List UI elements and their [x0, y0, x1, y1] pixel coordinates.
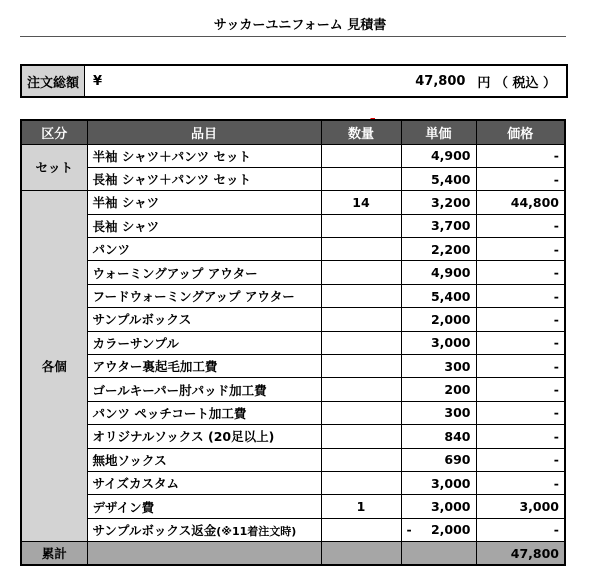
header-price: 価格	[476, 120, 565, 144]
table-row	[21, 495, 565, 518]
item-cell: デザイン費	[87, 495, 321, 518]
price-cell: 44,800	[476, 191, 565, 214]
table-row	[21, 448, 565, 471]
qty-cell	[321, 214, 401, 237]
unit-price-cell: 2,000	[401, 308, 476, 331]
price-cell: -	[476, 238, 565, 261]
qty-cell	[321, 284, 401, 307]
header-unit-price: 単価	[401, 120, 476, 144]
unit-price-cell: 3,000	[401, 495, 476, 518]
table-row	[21, 518, 565, 541]
header-quantity: 数量	[321, 120, 401, 144]
table-row	[21, 308, 565, 331]
minus-sign: -	[406, 522, 412, 538]
header-item: 品目	[87, 120, 321, 144]
price-cell: -	[476, 144, 565, 167]
qty-cell	[321, 144, 401, 167]
unit-price-cell: 300	[401, 401, 476, 424]
table-row	[21, 238, 565, 261]
item-cell: フードウォーミングアップ アウター	[87, 284, 321, 307]
table-row	[21, 355, 565, 378]
unit-price-cell: 300	[401, 355, 476, 378]
table-row	[21, 214, 565, 237]
table-row	[21, 167, 565, 190]
item-cell: ウォーミングアップ アウター	[87, 261, 321, 284]
footer-empty-cell	[401, 542, 476, 565]
qty-cell	[321, 308, 401, 331]
table-row	[21, 471, 565, 494]
qty-cell	[321, 261, 401, 284]
unit-price-cell: 4,900	[401, 261, 476, 284]
header-category: 区分	[21, 120, 87, 144]
price-cell: -	[476, 425, 565, 448]
qty-cell	[321, 331, 401, 354]
currency-symbol: ¥	[93, 73, 103, 89]
price-cell: -	[476, 378, 565, 401]
title-underline	[20, 36, 566, 37]
unit-price-cell: 200	[401, 378, 476, 401]
price-cell: -	[476, 167, 565, 190]
table-row	[21, 331, 565, 354]
order-total-value	[173, 66, 566, 96]
price-cell: -	[476, 261, 565, 284]
category-set: セット	[21, 144, 87, 191]
category-each: 各個	[21, 191, 87, 542]
price-cell: -	[476, 355, 565, 378]
qty-cell	[321, 167, 401, 190]
page-title: サッカーユニフォーム 見積書	[213, 18, 387, 33]
item-cell: サイズカスタム	[87, 471, 321, 494]
price-cell: -	[476, 331, 565, 354]
price-cell: -	[476, 401, 565, 424]
item-cell: カラーサンプル	[87, 331, 321, 354]
unit-price-cell: 3,000	[401, 331, 476, 354]
footer-label: 累計	[21, 542, 87, 565]
item-cell	[87, 518, 321, 541]
item-cell: オリジナルソックス (20足以上)	[87, 425, 321, 448]
unit-price-cell: 5,400	[401, 167, 476, 190]
item-cell: 長袖 シャツ＋パンツ セット	[87, 167, 321, 190]
footer-empty-cell	[321, 542, 401, 565]
qty-cell	[321, 471, 401, 494]
unit-price-cell: 3,700	[401, 214, 476, 237]
item-cell: 無地ソックス	[87, 448, 321, 471]
footer-empty-cell	[87, 542, 321, 565]
table-row	[21, 261, 565, 284]
table-header-row	[21, 120, 565, 144]
refund-item-label: サンプルボックス返金	[92, 522, 217, 538]
qty-cell	[321, 518, 401, 541]
order-total-box	[20, 64, 568, 98]
price-cell: -	[476, 518, 565, 541]
unit-price-cell: 2,200	[401, 238, 476, 261]
unit-price-cell: 690	[401, 448, 476, 471]
qty-cell	[321, 448, 401, 471]
price-cell: -	[476, 448, 565, 471]
qty-cell	[321, 238, 401, 261]
table-footer-row	[21, 542, 565, 565]
unit-price-cell: 3,000	[401, 471, 476, 494]
item-cell: ゴールキーパー肘パッド加工費	[87, 378, 321, 401]
qty-cell	[321, 355, 401, 378]
unit-price-cell: 840	[401, 425, 476, 448]
table-row	[21, 284, 565, 307]
item-cell: アウター裏起毛加工費	[87, 355, 321, 378]
item-cell: パンツ	[87, 238, 321, 261]
table-row	[21, 401, 565, 424]
footer-total: 47,800	[476, 542, 565, 565]
unit-price-cell: 3,200	[401, 191, 476, 214]
unit-price-cell: 5,400	[401, 284, 476, 307]
item-cell: 長袖 シャツ	[87, 214, 321, 237]
refund-unit-value: 2,000	[430, 522, 471, 538]
price-cell: -	[476, 284, 565, 307]
unit-price-cell: 4,900	[401, 144, 476, 167]
unit-price-cell	[401, 518, 476, 541]
price-cell: -	[476, 471, 565, 494]
order-total-label: 注文総額	[22, 66, 85, 96]
price-cell: -	[476, 308, 565, 331]
qty-cell	[321, 378, 401, 401]
quote-table	[20, 119, 566, 566]
qty-cell: 1	[321, 495, 401, 518]
price-cell: 3,000	[476, 495, 565, 518]
qty-cell	[321, 425, 401, 448]
item-cell: サンプルボックス	[87, 308, 321, 331]
table-row	[21, 425, 565, 448]
price-cell: -	[476, 214, 565, 237]
order-total-amount: 47,800	[415, 73, 466, 89]
item-cell: 半袖 シャツ＋パンツ セット	[87, 144, 321, 167]
table-row	[21, 191, 565, 214]
qty-cell	[321, 401, 401, 424]
table-row	[21, 144, 565, 167]
item-cell: パンツ ペッチコート加工費	[87, 401, 321, 424]
refund-item-note: (※11着注文時)	[216, 524, 297, 538]
table-row	[21, 378, 565, 401]
item-cell: 半袖 シャツ	[87, 191, 321, 214]
qty-cell: 14	[321, 191, 401, 214]
order-total-suffix: 円 （ 税込 ）	[477, 75, 556, 91]
